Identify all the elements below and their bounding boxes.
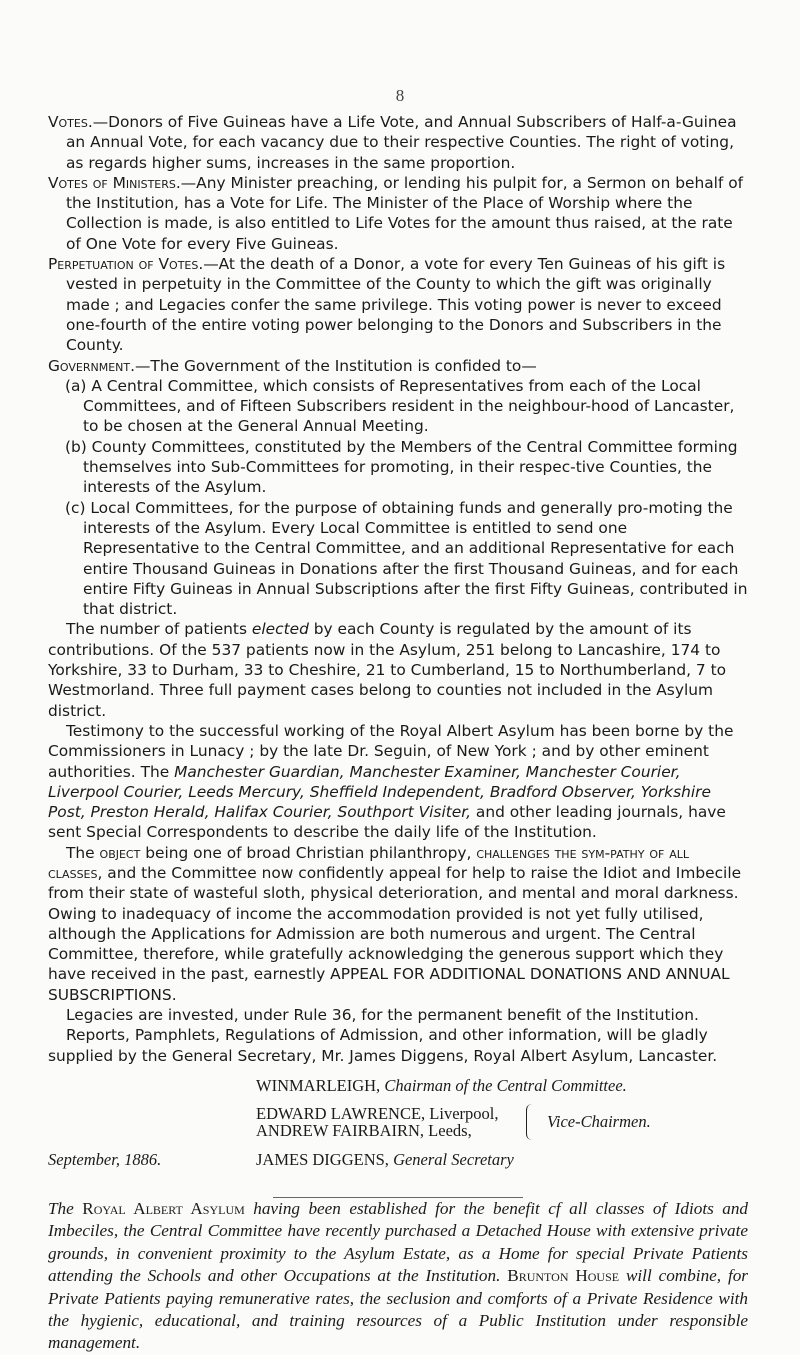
vice-chairmen-signature	[48, 1104, 748, 1140]
notice-royal-albert: Royal Albert Asylum	[82, 1198, 245, 1218]
government-item-a: (a) A Central Committee, which consists of Representatives from each of the Local Committees, and of Fifteen Subscribers resident in the neighbour-hood of Lancaster, to be chosen at the General Annual Meeting.	[65, 376, 735, 436]
brace-icon	[526, 1104, 541, 1140]
ministers-paragraph	[48, 173, 748, 254]
secretary-signature	[48, 1150, 748, 1170]
government-item-b: (b) County Committees, constituted by the Members of the Central Committee forming themselves into Sub-Committees for promoting, in their respec-tive Counties, the interests of the Asylum.	[65, 437, 738, 497]
testimony-text-2: and other leading journals, have sent Special Correspondents to describe the daily life of the Institution.	[48, 803, 726, 842]
votes-text: —Donors of Five Guineas have a Life Vote, and Annual Subscribers of Half-a-Guinea an Annual Vote, for each vacancy due to their respective Counties. The right of voting, as regards higher sums, increases in the same proportion.	[66, 113, 737, 172]
patients-paragraph	[48, 619, 748, 720]
perpetuation-paragraph	[48, 254, 748, 355]
votes-paragraph	[48, 112, 748, 173]
notice-text-1: The	[48, 1198, 83, 1218]
ministers-text: —Any Minister preaching, or lending his pulpit for, a Sermon on behalf of the Institution, has a Vote for Life. The Minister of the Place of Worship where the Collection is made, is also entitled to Life Votes for the amount thus raised, at the rate of One Vote for every Five Guineas.	[66, 173, 744, 253]
page-number: 8	[395, 86, 405, 105]
votes-heading: Votes.	[48, 113, 93, 131]
secretary-title: General Secretary	[393, 1149, 514, 1169]
object-text-3: , and the Committee now confidently appeal for help to raise the Idiot and Imbecile from their state of wasteful sloth, physical deterioration, and mental and moral darkness. Owing to inadequacy of income the accommodation provided is not yet fully utilised, although the Applications for Admission are both numerous and urgent. The Central Committee, therefore, while gratefully acknowledging the generous support which they have received in the past, earnestly APPEAL FOR ADDITIONAL DONATIONS AND ANNUAL SUBSCRIPTIONS.	[48, 863, 742, 1004]
government-text: —The Government of the Institution is confided to—	[135, 356, 537, 375]
notice-text-3: will combine, for Private Patients paying remunerative rates, the seclusion and comforts of a Private Residence with the hygienic, educational, and training resources of a Public Institution under responsible management.	[48, 1266, 748, 1353]
object-paragraph	[48, 843, 748, 1005]
chairman-title: Chairman of the Central Committee.	[384, 1075, 627, 1095]
perpetuation-heading: Perpetuation of Votes.	[48, 255, 204, 274]
reports-paragraph: Reports, Pamphlets, Regulations of Admission, and other information, will be gladly supplied by the General Secretary, Mr. James Diggens, Royal Albert Asylum, Lancaster.	[48, 1026, 718, 1065]
ministers-heading: Votes of Ministers.	[48, 173, 181, 192]
object-text-1: The	[66, 843, 100, 862]
testimony-journals: Manchester Guardian, Manchester Examiner, Manchester Courier, Liverpool Courier, Leeds Mercury, Sheffield Independent, Bradford Observer, Yorkshire Post, Preston Herald, Halifax Courier, Southport Visiter,	[48, 762, 711, 822]
perpetuation-text: —At the death of a Donor, a vote for every Ten Guineas of his gift is vested in perpetuity in the Committee of the County to which the gift was originally made ; and Legacies confer the same privilege. This voting power is never to exceed one-fourth of the entire voting power belonging to the Donors and Subscribers in the County.	[66, 255, 726, 355]
testimony-text-1: Testimony to the successful working of the Royal Albert Asylum has been borne by the Commissioners in Lunacy ; by the late Dr. Seguin, of New York ; and by other eminent authorities. The	[48, 721, 734, 781]
government-heading: Government.	[48, 356, 136, 375]
chairman-signature	[48, 1076, 748, 1096]
vice-chairmen-names	[256, 1105, 526, 1139]
main-text	[48, 112, 748, 1355]
notice-brunton-house: Brunton House	[507, 1266, 620, 1286]
object-smallcaps-2: challenges the sym-pathy of all classes	[48, 843, 690, 882]
vice-chairmen-title: Vice-Chairmen.	[547, 1111, 651, 1131]
patients-text-1: The number of patients	[66, 620, 252, 639]
object-smallcaps-1: object	[99, 843, 141, 862]
signature-date: September, 1886.	[48, 1149, 162, 1169]
patients-elected-word: elected	[251, 620, 309, 639]
vice-chairman-1: EDWARD LAWRENCE, Liverpool,	[256, 1103, 499, 1123]
legacies-paragraph: Legacies are invested, under Rule 36, for the permanent benefit of the Institution.	[66, 1006, 699, 1025]
patients-text-2: by each County is regulated by the amount of its contributions. Of the 537 patients now in the Asylum, 251 belong to Lancashire, 174 to Yorkshire, 33 to Durham, 33 to Cheshire, 21 to Cumberland, 15 to Northumberland, 7 to Westmorland. Three full payment cases belong to counties not included in the Asylum district.	[48, 620, 727, 720]
secretary-name: JAMES DIGGENS,	[256, 1149, 389, 1169]
government-paragraph	[48, 356, 748, 376]
brunton-house-notice	[48, 1198, 748, 1355]
vice-chairman-2: ANDREW FAIRBAIRN, Leeds,	[256, 1120, 472, 1140]
notice-text-2: having been established for the benefit cf all classes of Idiots and Imbeciles, the Central Committee have recently purchased a Detached House with extensive private grounds, in convenient proximity to the Asylum Estate, as a Home for special Private Patients attending the Schools and other Occupations at the Institution.	[48, 1198, 749, 1286]
government-item-c: (c) Local Committees, for the purpose of obtaining funds and generally pro-moting the interests of the Asylum. Every Local Committee is entitled to send one Representative to the Central Committee, and an additional Representative for each entire Thousand Guineas in Donations after the first Thousand Guineas, and for each entire Fifty Guineas in Annual Subscriptions after the first Fifty Guineas, contributed in that district.	[65, 498, 748, 619]
chairman-name: WINMARLEIGH,	[256, 1075, 381, 1095]
testimony-paragraph	[48, 721, 748, 843]
object-text-2: being one of broad Christian philanthropy,	[140, 843, 477, 862]
